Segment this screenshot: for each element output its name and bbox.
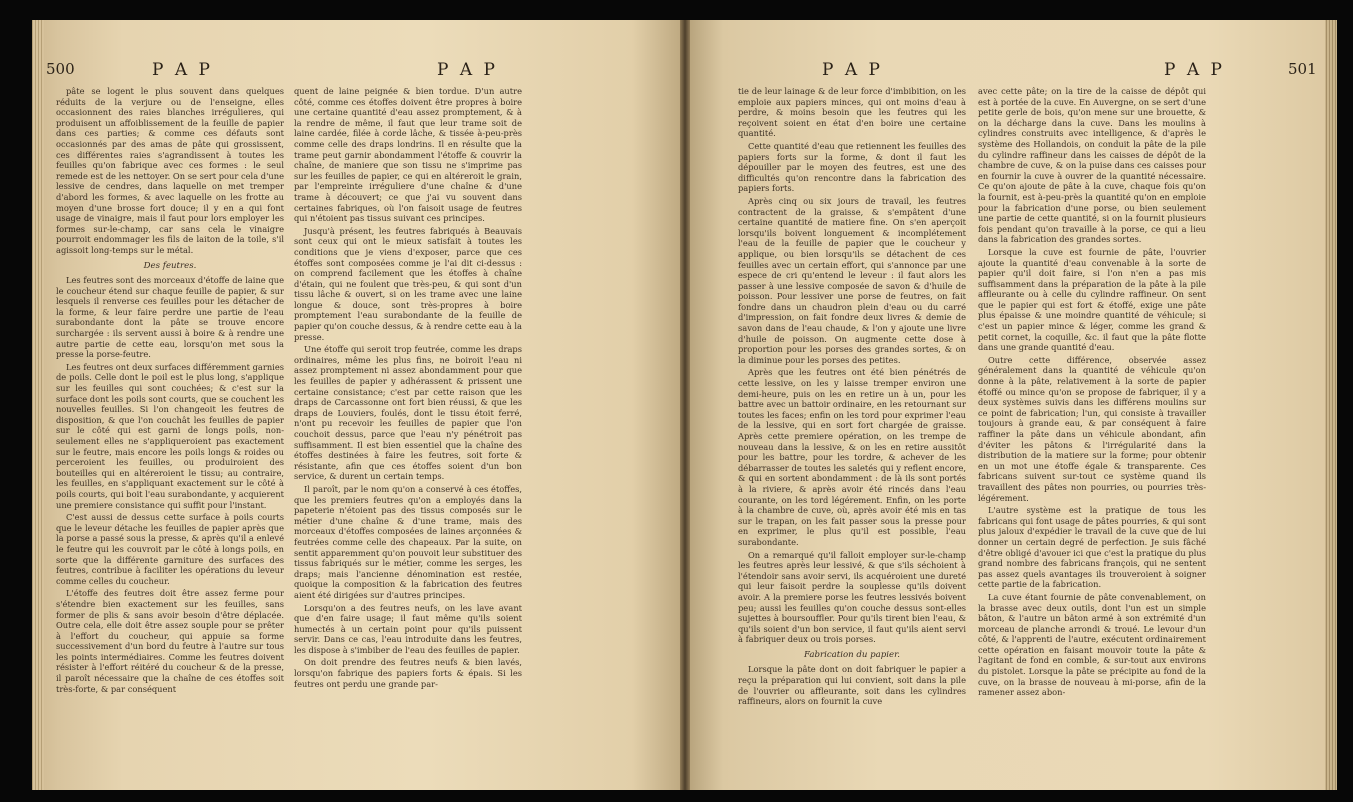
paragraph: Après que les feutres ont été bien pénétrés de cette lessive, on les y laisse tremper environ une demi-heure, puis on les en retire un à un, pour les battre avec un battoir ordinaire, en les retournant sur toutes les faces; enfin on les tord pour exprimer l'eau de la lessive, qui en sort fort chargée de graisse. Après cette premiere opération, on les trempe de nouveau dans la lessive, & on les en retire aussitôt pour les battre, pour les tordre, & achever de les débarrasser de toutes les saletés qui y reflent encore, & qui en sortent abondamment : de là ils sont portés à la riviere, & après avoir été rincés dans l'eau courante, on les tord légérement. Enfin, on les porte à la chambre de cuve, où, après avoir été mis en tas sur le trapan, on les fait passer sous la presse pour en exprimer, le plus qu'il est possible, l'eau surabondante. xyxy=(738,367,966,547)
left-column-1 xyxy=(56,86,284,696)
paragraph: Lorsqu'on a des feutres neufs, on les lave avant que d'en faire usage; il faut même qu'ils soient humectés à un certain point pour qu'ils puissent servir. Dans ce cas, l'eau introduite dans les feutres, les dispose à s'imbiber de l'eau des feuilles de papier. xyxy=(294,602,522,655)
paragraph: tie de leur lainage & de leur force d'imbibition, on les emploie aux papiers minces, qui ont moins d'eau à perdre, & moins besoin que les feutres qui les reçoivent soient en état d'en boire une certaine quantité. xyxy=(738,86,966,139)
section-heading: Fabrication du papier. xyxy=(803,649,901,660)
running-head-left-2: P A P xyxy=(437,60,498,80)
paragraph: avec cette pâte; on la tire de la caisse de dépôt qui est à portée de la cuve. En Auvergne, on se sert d'une petite gerle de bois, qu'on mene sur une brouette, & on la décharge dans la cuve. Dans les moulins à cylindres construits avec intelligence, & d'après le système des Hollandois, on conduit la pâte de la pile du cylindre raffineur dans les caisses de dépôt de la chambre de cuve, & on la puise dans ces caisses pour en fournir la cuve à ouvrer de la quantité nécessaire. Ce qu'on ajoute de pâte à la cuve, chaque fois qu'on la fournit, est à-peu-près la quantité qu'on en emploie pour la fabrication d'une porse, ou bien seulement une partie de cette quantité, si on la fournit plusieurs fois pendant qu'on travaille à la porse, ce qui a lieu dans la fabrication des grandes sortes. xyxy=(978,86,1206,245)
running-head-right-2: P A P xyxy=(1164,60,1225,80)
paragraph: L'étoffe des feutres doit être assez ferme pour s'étendre bien exactement sur les feuilles, sans former de plis & sans avoir besoin d'être déplacée. Outre cela, elle doit être assez souple pour se prêter à l'effort du coucheur, qui appuie sa forme successivement d'un bord du feutre à l'autre sur tous les points intermédiaires. Comme les feutres doivent résister à l'effort réitéré du coucheur & de la presse, il paroît nécessaire que la chaîne de ces étoffes soit très-forte, & par conséquent xyxy=(56,588,284,694)
paragraph: Cette quantité d'eau que retiennent les feuilles des papiers forts sur la forme, & dont il faut les dépouiller par le moyen des feutres, est une des difficultés qu'on rencontre dans la fabrication des papiers forts. xyxy=(738,140,966,194)
page-number-right: 501 xyxy=(1288,60,1317,78)
right-column-2 xyxy=(978,86,1206,700)
paragraph: Les feutres ont deux surfaces différemment garnies de poils. Celle dont le poil est le plus long, s'applique sur les feuilles qui sont couchées; & c'est sur la surface dont les poils sont courts, que se couchent les nouvelles feuilles. Si l'on changeoit les feutres de disposition, & que l'on couchât les feuilles de papier sur le côté qui est garni de longs poils, non-seulement elles ne s'appliqueroient pas exactement sur le feutre, mais encore les poils longs & roides ou perceroient les feuilles, ou produiroient des bouteilles qui en altéreroient le tissu; au contraire, les feuilles, en s'appliquant exactement sur le côté à poils courts, qui boit l'eau surabondante, y acquierent une premiere consistance qui suffit pour l'instant. xyxy=(56,361,284,510)
paragraph: Les feutres sont des morceaux d'étoffe de laine que le coucheur étend sur chaque feuille de papier, & sur lesquels il renverse ces feuilles pour les détacher de la forme, & leur faire perdre une partie de l'eau surabondante dont la pâte se trouve encore surchargée : ils servent aussi à boire & à rendre une autre partie de cette eau, lorsqu'on met sous la presse la porse-feutre. xyxy=(56,275,284,360)
open-book xyxy=(32,20,1337,790)
right-page-edge xyxy=(1325,20,1337,790)
running-head-right-1: P A P xyxy=(822,60,883,80)
paragraph: Après cinq ou six jours de travail, les feutres contractent de la graisse, & s'empâtent d'une certaine quantité de matiere fine. On s'en aperçoit lorsqu'ils boivent longuement & incomplétement l'eau de la feuille de papier que le coucheur y applique, ou bien lorsqu'ils se détachent de ces feuilles avec un certain effort, qui s'annonce par une espece de cri qu'entend le leveur : il faut alors les passer à une lessive composée de savon & d'huile de poisson. Pour lessiver une porse de feutres, on fait fondre dans un chaudron plein d'eau ou du carré d'impression, on fait fondre deux livres & demie de savon dans de l'eau chaude, & l'on y ajoute une livre d'huile de poisson. On augmente cette dose à proportion pour les porses des grandes sortes, & on la diminue pour les porses des petites. xyxy=(738,195,966,365)
paragraph: L'autre système est la pratique de tous les fabricans qui font usage de pâtes pourries, & qui sont plus jaloux d'expédier le travail de la cuve que de lui donner un certain degré de perfection. Je suis fâché d'être obligé d'avouer ici que c'est la pratique du plus grand nombre des fabricans françois, qui ne sentent pas assez quels avantages ils trouveroient à soigner cette partie de la fabrication. xyxy=(978,505,1206,590)
left-page xyxy=(32,20,684,790)
paragraph: La cuve étant fournie de pâte convenablement, on la brasse avec deux outils, dont l'un est un simple bâton, & l'autre un bâton armé à son extrémité d'un morceau de planche arrondi & troué. Le levour d'un côté, & l'apprenti de l'autre, exécutent ordinairement cette opération en faisant mouvoir toute la pâte & l'agitant de fond en comble, & sur-tout aux environs du pistolet. Lorsque la pâte se précipite au fond de la cuve, on la brasse de nouveau à mi-porse, afin de la ramener assez abon- xyxy=(978,591,1206,698)
running-head-left-1: P A P xyxy=(152,60,213,80)
paragraph: C'est aussi de dessus cette surface à poils courts que le leveur détache les feuilles de papier après que la porse a passé sous la presse, & après qu'il a enlevé le feutre qui les couvroit par le côté à longs poils, en sorte que la différente garniture des surfaces des feutres, contribue à faciliter les opérations du leveur comme celles du coucheur. xyxy=(56,512,284,586)
paragraph: On a remarqué qu'il falloit employer sur-le-champ les feutres après leur lessivé, & que s'ils séchoient à l'étendoir sans avoir servi, ils acquéroient une dureté qui leur faisoit perdre la souplesse qu'ils doivent avoir. A la premiere porse les feutres lessivés boivent peu; aussi les feuilles qu'on couche dessus sont-elles sujettes à boursouffler. Pour qu'ils tirent bien l'eau, & qu'ils soient d'un bon service, il faut qu'ils aient servi à fabriquer deux ou trois porses. xyxy=(738,549,966,645)
left-page-edge xyxy=(32,20,44,790)
paragraph: Lorsque la pâte dont on doit fabriquer le papier a reçu la préparation qui lui convient, soit dans la pile de l'ouvrier ou affleurante, soit dans les cylindres raffineurs, alors on fournit la cuve xyxy=(738,664,966,707)
left-column-2 xyxy=(294,86,522,691)
paragraph: Outre cette différence, observée assez généralement dans la quantité de véhicule qu'on donne à la pâte, relativement à la sorte de papier étoffé ou mince qu'on se propose de fabriquer, il y a deux systèmes suivis dans les différens moulins sur ce point de fabrication; l'un, qui consiste à travailler toujours à grande eau, & par conséquent à faire raffiner la pâte dans un véhicule abondant, afin d'éviter les pâtons & l'irrégularité dans la distribution de la matiere sur la forme; pour obtenir en un mot une étoffe égale & transparente. Ces fabricans suivent sur-tout ce système quand ils travaillent des pâtes non pourries, ou pourries très-légérement. xyxy=(978,354,1206,503)
page-number-left: 500 xyxy=(46,60,75,78)
paragraph: On doit prendre des feutres neufs & bien lavés, lorsqu'on fabrique des papiers forts & épais. Si les feutres ont perdu une grande par- xyxy=(294,657,522,689)
paragraph: quent de laine peignée & bien tordue. D'un autre côté, comme ces étoffes doivent être propres à boire une certaine quantité d'eau assez promptement, & à la rendre de même, il faut que leur trame soit de laine cardée, filée à corde lâche, & tissée à-peu-près comme celle des draps londrins. Il en résulte que la trame peut garnir abondamment l'étoffe & couvrir la chaîne, de maniere que son tissu ne s'imprime pas sur les feuilles de papier, ce qui en altéreroit le grain, par l'empreinte irréguliere d'une chaîne & d'une trame à découvert; ce que j'ai vu souvent dans certaines fabriques, où l'on faisoit usage de feutres qui n'étoient pas tissus suivant ces principes. xyxy=(294,86,522,224)
section-heading: Des feutres. xyxy=(143,260,197,271)
right-page xyxy=(684,20,1337,790)
book-gutter xyxy=(680,20,690,790)
paragraph: Jusqu'à présent, les feutres fabriqués à Beauvais sont ceux qui ont le mieux satisfait à toutes les conditions que je viens d'exposer, parce que ces étoffes sont composées comme je l'ai dit ci-dessus : on comprend facilement que les étoffes à chaîne d'étain, qui ne foulent que très-peu, & qui sont d'un tissu lâche & ouvert, si on les trame avec une laine longue & douce, sont très-propres à boire promptement l'eau surabondante de la feuille de papier qu'on couche dessus, & à rendre cette eau à la presse. xyxy=(294,225,522,342)
right-column-1 xyxy=(738,86,966,709)
paragraph: Une étoffe qui seroit trop feutrée, comme les draps ordinaires, même les plus fins, ne boiroit l'eau ni assez promptement ni assez abondamment pour que les feuilles de papier y adhérassent & prissent une certaine consistance; c'est par cette raison que les draps de Carcassonne ont fort bien réussi, & que les draps de Louviers, foulés, dont le tissu étoit ferré, n'ont pu recevoir les feuilles de papier que l'on couchoit dessus, parce que l'eau n'y pénétroit pas suffisamment. Il est bien essentiel que la chaîne des étoffes destinées à faire les feutres, soit forte & résistante, afin que ces étoffes soient d'un bon service, & durent un certain temps. xyxy=(294,344,522,482)
paragraph: Il paroît, par le nom qu'on a conservé à ces étoffes, que les premiers feutres qu'on a employés dans la papeterie n'étoient pas des tissus composés sur le métier d'une chaîne & d'une trame, mais des morceaux d'étoffes composées de laines arçonnées & feutrées comme celle des chapeaux. Par la suite, on sentit apparemment qu'on pouvoit leur substituer des tissus fabriqués sur le métier, comme les serges, les draps; mais l'ancienne dénomination est restée, quoique la composition & la fabrication des feutres aient été dirigées sur d'autres principes. xyxy=(294,483,522,600)
paragraph: Lorsque la cuve est fournie de pâte, l'ouvrier ajoute la quantité d'eau convenable à la sorte de papier qu'il doit faire, si l'on n'en a pas mis suffisamment dans la préparation de la pâte à la pile affleurante ou à celle du cylindre raffineur. On sent que le papier qui est fort & étoffé, exige une pâte plus épaisse & une moindre quantité de véhicule; si c'est un papier mince & léger, comme les grand & petit cornet, la coquille, &c. il faut que la pâte flotte dans une grande quantité d'eau. xyxy=(978,246,1206,353)
paragraph: pâte se logent le plus souvent dans quelques réduits de la verjure ou de l'enseigne, elles occasionnent des raies blanches irrégulieres, qui produisent un affoiblissement de la feuille de papier dans ces parties; & comme ces défauts sont occasionnés par des amas de pâte qui grossissent, ces différentes raies s'agrandissent à toutes les feuilles qu'on fabrique avec ces formes : le seul remede est de les nettoyer. On se sert pour cela d'une lessive de cendres, dans laquelle on met tremper d'abord les formes, & avec laquelle on les frotte au moyen d'une brosse fort douce; il y en a qui font usage de vinaigre, mais il faut pour lors employer les formes sur-le-champ, car sans cela le vinaigre pourroit endommager les fils de laiton de la toile, s'il agissoit long-temps sur le métal. xyxy=(56,86,284,255)
